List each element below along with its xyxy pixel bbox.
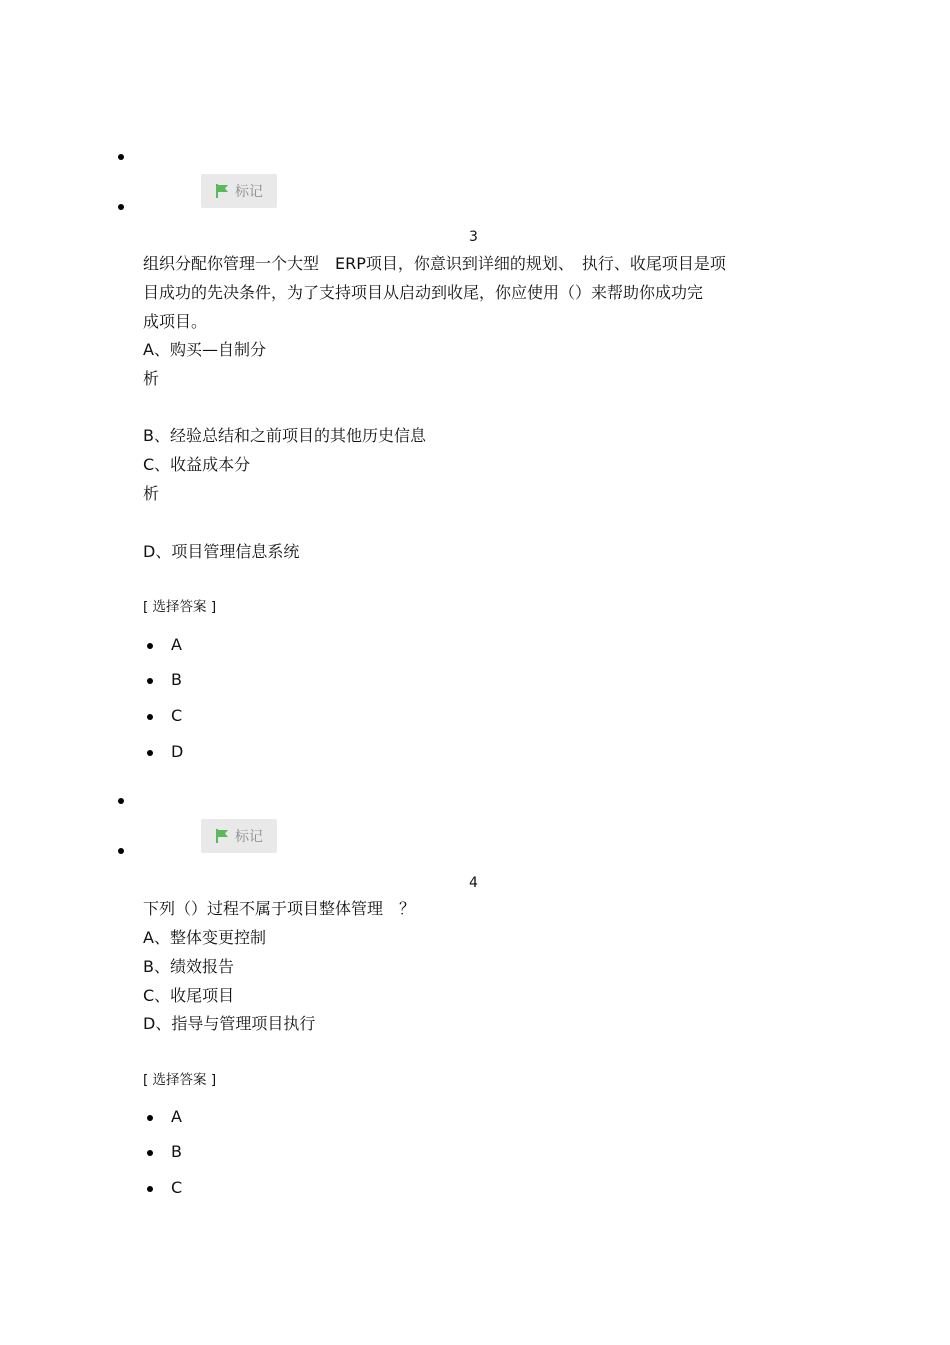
option-d-text: D、指导与管理项目执行 (143, 1014, 316, 1033)
question-number: 3 (469, 229, 478, 245)
choice-bullet (147, 678, 153, 684)
choice-b[interactable]: B (171, 670, 182, 689)
flag-icon (215, 828, 229, 844)
choice-bullet (147, 714, 153, 720)
select-answer-prompt: [ 选择答案 ] (143, 1072, 217, 1088)
mark-button[interactable] (201, 174, 277, 208)
question-stem: 成项目。 (143, 312, 208, 331)
choice-a[interactable]: A (171, 635, 182, 654)
choice-a[interactable]: A (171, 1107, 182, 1126)
option-a-text: 析 (143, 369, 160, 388)
choice-d[interactable]: D (171, 742, 184, 761)
option-a-text: A、购买—自制分 (143, 340, 266, 359)
option-c-text: C、收益成本分 (143, 455, 251, 474)
choice-c[interactable]: C (171, 1178, 183, 1197)
choice-bullet (147, 750, 153, 756)
list-bullet (118, 848, 124, 854)
option-b-text: B、经验总结和之前项目的其他历史信息 (143, 426, 426, 445)
list-bullet (118, 154, 124, 160)
question-stem: 组织分配你管理一个大型 ERP项目，你意识到详细的规划、 执行、收尾项目是项 (143, 254, 726, 273)
option-c-text: C、收尾项目 (143, 986, 235, 1005)
option-d-text: D、项目管理信息系统 (143, 542, 300, 561)
list-bullet (118, 798, 124, 804)
choice-bullet (147, 1186, 153, 1192)
choice-bullet (147, 1115, 153, 1121)
option-b-text: B、绩效报告 (143, 957, 234, 976)
mark-button[interactable] (201, 819, 277, 853)
option-a-text: A、整体变更控制 (143, 928, 266, 947)
choice-bullet (147, 643, 153, 649)
mark-label: 标记 (235, 829, 263, 845)
mark-label: 标记 (235, 184, 263, 200)
choice-b[interactable]: B (171, 1142, 182, 1161)
option-c-text: 析 (143, 484, 160, 503)
list-bullet (118, 204, 124, 210)
question-number: 4 (469, 875, 478, 891)
choice-c[interactable]: C (171, 706, 183, 725)
choice-bullet (147, 1150, 153, 1156)
question-stem: 下列（）过程不属于项目整体管理 ？ (143, 899, 416, 918)
select-answer-prompt: [ 选择答案 ] (143, 599, 217, 615)
question-stem: 目成功的先决条件，为了支持项目从启动到收尾，你应使用（）来帮助你成功完 (143, 283, 704, 302)
flag-icon (215, 183, 229, 199)
